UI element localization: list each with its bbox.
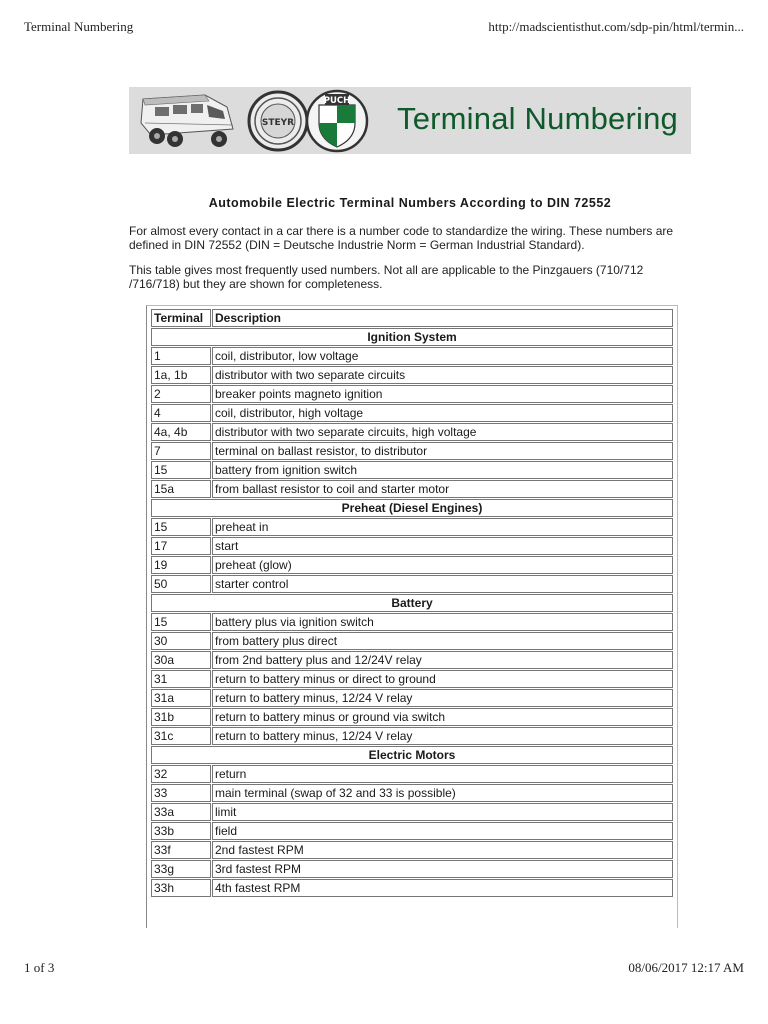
description-cell: terminal on ballast resistor, to distributor (212, 442, 673, 460)
description-cell: field (212, 822, 673, 840)
terminal-cell: 15a (151, 480, 211, 498)
print-footer (24, 960, 744, 978)
terminal-cell: 4 (151, 404, 211, 422)
description-cell: start (212, 537, 673, 555)
description-cell: coil, distributor, high voltage (212, 404, 673, 422)
description-cell: main terminal (swap of 32 and 33 is possible) (212, 784, 673, 802)
terminal-cell: 17 (151, 537, 211, 555)
table-row (151, 518, 673, 536)
steyr-logo-text: STEYR (261, 118, 295, 128)
table-row (151, 841, 673, 859)
terminal-cell: 19 (151, 556, 211, 574)
terminal-cell: 7 (151, 442, 211, 460)
intro-paragraph: For almost every contact in a car there is a number code to standardize the wiring. These numbers are defined in DIN 72552 (DIN = Deutsche Industrie Norm = German Industrial Standard). (129, 224, 674, 252)
puch-logo-text: PUCH (323, 96, 351, 106)
header-description: Description (212, 309, 673, 327)
section-row (151, 499, 673, 517)
terminal-cell: 15 (151, 613, 211, 631)
description-cell: return to battery minus, 12/24 V relay (212, 727, 673, 745)
terminal-cell: 33b (151, 822, 211, 840)
header-terminal: Terminal (151, 309, 211, 327)
document-title: Automobile Electric Terminal Numbers According to DIN 72552 (208, 196, 612, 210)
table-row (151, 442, 673, 460)
table-row (151, 347, 673, 365)
terminal-table (150, 308, 674, 898)
banner (129, 87, 691, 154)
table-row (151, 727, 673, 745)
terminal-cell: 33h (151, 879, 211, 897)
section-row (151, 746, 673, 764)
description-cell: 4th fastest RPM (212, 879, 673, 897)
banner-title: Terminal Numbering (397, 101, 678, 136)
section-title: Electric Motors (151, 746, 673, 764)
steyr-logo (247, 89, 309, 153)
description-cell: return (212, 765, 673, 783)
table-note-paragraph: This table gives most frequently used numbers. Not all are applicable to the Pinzgauers (710/712 /716/718) but they are shown for completeness. (129, 263, 644, 291)
terminal-cell: 50 (151, 575, 211, 593)
section-row (151, 594, 673, 612)
description-cell: coil, distributor, low voltage (212, 347, 673, 365)
terminal-table-container (146, 305, 678, 928)
section-title: Battery (151, 594, 673, 612)
table-row (151, 613, 673, 631)
table-body (151, 328, 673, 897)
table-row (151, 480, 673, 498)
table-row (151, 575, 673, 593)
print-header (24, 19, 744, 37)
terminal-cell: 2 (151, 385, 211, 403)
terminal-cell: 33g (151, 860, 211, 878)
table-row (151, 556, 673, 574)
terminal-cell: 1 (151, 347, 211, 365)
pinzgauer-truck-image (135, 89, 240, 153)
table-row (151, 632, 673, 650)
table-row (151, 784, 673, 802)
description-cell: limit (212, 803, 673, 821)
table-row (151, 537, 673, 555)
terminal-cell: 1a, 1b (151, 366, 211, 384)
terminal-cell: 30 (151, 632, 211, 650)
description-cell: battery plus via ignition switch (212, 613, 673, 631)
description-cell: return to battery minus or ground via switch (212, 708, 673, 726)
description-cell: breaker points magneto ignition (212, 385, 673, 403)
table-row (151, 404, 673, 422)
puch-logo (305, 89, 369, 153)
table-row (151, 860, 673, 878)
description-cell: from battery plus direct (212, 632, 673, 650)
description-cell: distributor with two separate circuits (212, 366, 673, 384)
table-row (151, 822, 673, 840)
terminal-cell: 31a (151, 689, 211, 707)
description-cell: preheat (glow) (212, 556, 673, 574)
table-row (151, 651, 673, 669)
description-cell: 2nd fastest RPM (212, 841, 673, 859)
description-cell: return to battery minus, 12/24 V relay (212, 689, 673, 707)
print-datetime: 08/06/2017 12:17 AM (628, 960, 744, 975)
print-header-url: http://madscientisthut.com/sdp-pin/html/termin... (488, 19, 744, 34)
description-cell: starter control (212, 575, 673, 593)
terminal-cell: 33 (151, 784, 211, 802)
terminal-cell: 31c (151, 727, 211, 745)
table-row (151, 879, 673, 897)
description-cell: battery from ignition switch (212, 461, 673, 479)
table-row (151, 670, 673, 688)
terminal-cell: 33a (151, 803, 211, 821)
table-row (151, 385, 673, 403)
terminal-cell: 33f (151, 841, 211, 859)
description-cell: distributor with two separate circuits, high voltage (212, 423, 673, 441)
description-cell: from ballast resistor to coil and starter motor (212, 480, 673, 498)
description-cell: 3rd fastest RPM (212, 860, 673, 878)
section-title: Ignition System (151, 328, 673, 346)
table-row (151, 803, 673, 821)
terminal-cell: 31b (151, 708, 211, 726)
section-title: Preheat (Diesel Engines) (151, 499, 673, 517)
page-number: 1 of 3 (24, 960, 55, 975)
table-row (151, 461, 673, 479)
terminal-cell: 15 (151, 461, 211, 479)
description-cell: preheat in (212, 518, 673, 536)
terminal-cell: 30a (151, 651, 211, 669)
table-header-row (151, 309, 673, 327)
section-row (151, 328, 673, 346)
terminal-cell: 4a, 4b (151, 423, 211, 441)
terminal-cell: 15 (151, 518, 211, 536)
print-header-title: Terminal Numbering (24, 19, 134, 34)
table-row (151, 689, 673, 707)
table-row (151, 708, 673, 726)
description-cell: from 2nd battery plus and 12/24V relay (212, 651, 673, 669)
terminal-cell: 32 (151, 765, 211, 783)
terminal-cell: 31 (151, 670, 211, 688)
table-row (151, 366, 673, 384)
description-cell: return to battery minus or direct to ground (212, 670, 673, 688)
table-row (151, 765, 673, 783)
table-row (151, 423, 673, 441)
